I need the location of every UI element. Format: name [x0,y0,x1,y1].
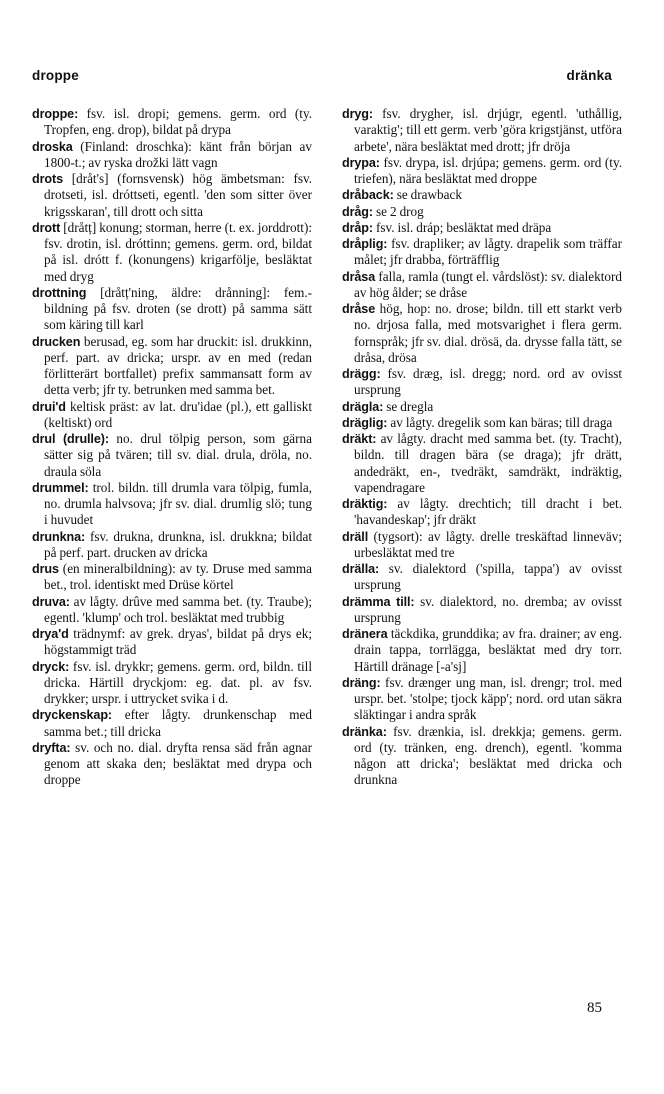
running-head-right: dränka [566,68,612,83]
entry-text: efter lågty. drunkenschap med samma bet.; till dricka [44,707,313,739]
entry-text: fsv. isl. dropi; gemens. germ. ord (ty. Tropfen, eng. drop), bildat på drypa [44,106,312,138]
running-head-left: droppe [32,68,79,83]
dictionary-entry [32,171,312,220]
entry-text: sv. dialektord ('spilla, tappa') av ovisst ursprung [354,561,622,593]
entry-text: av lågty. dregelik som kan bäras; till draga [390,414,613,430]
entry-text: fsv. drænger ung man, isl. drengr; trol. med urspr. bet. 'stolpe; tjock käpp'; nord. ord utan säkra släktingar i andra språk [354,674,622,723]
entry-headword: dräglig: [342,415,388,430]
entry-text: (en mineralbildning): av ty. Druse med samma bet., trol. identiskt med Drüse körtel [44,561,313,593]
dictionary-entry [32,398,312,432]
entry-headword: dränera [342,627,388,641]
entry-text: av lågty. drechtich; till dracht i bet. 'havandeskap'; jfr dräkt [354,496,623,528]
dictionary-entry [342,414,622,431]
dictionary-entry [32,479,313,529]
dictionary-entry [342,626,622,675]
entry-text: se drawback [396,187,462,203]
entry-headword: drummel: [32,480,89,495]
entry-text: keltisk präst: av lat. dru'idae (pl.), ett galliskt (keltiskt) ord [44,398,312,430]
dictionary-entry [342,431,622,496]
dictionary-entry [32,739,312,789]
entry-text: trol. bildn. till drumla vara tölpig, fumla, no. drumla halvsova; jfr sv. dial. drumlig slö; tung i huvudet [44,479,313,528]
dictionary-entry [342,106,622,155]
entry-headword: dräktig: [342,497,388,511]
entry-headword: dryg: [342,107,373,121]
entry-headword: droska [32,139,73,154]
entry-text: (Finland: droschka): känt från början av 1800-t.; av ryska drožki lätt vagn [44,138,313,170]
entry-headword: dryckenskap: [32,708,113,723]
dictionary-entry [342,674,622,724]
entry-headword: drucken [32,334,81,349]
entry-text: falla, ramla (tungt el. vårdslöst): sv. dialektord av hög ålder; se dråse [354,268,622,300]
entry-text: fsv. drypa, isl. drjúpa; gemens. germ. ord (ty. triefen), nära besläktat med droppe [354,154,622,186]
entry-headword: dräll [342,529,369,544]
entry-headword: drots [32,172,63,186]
entry-headword: druva: [32,594,70,609]
entry-headword: dryfta: [32,740,71,755]
entry-text: av lågty. dracht med samma bet. (ty. Tracht), bildn. till dragen bära (se draga); jfr drätt, andedräkt, en-, tvedräkt, samdräkt, indräktig, vapendragare [354,431,622,495]
dictionary-entry [342,154,622,188]
entry-headword: dråback: [342,188,394,203]
entry-text: fsv. drygher, isl. drjúgr, egentl. 'uthållig, varaktig'; till ett germ. verb 'göra krigstjänst, utföra arbete', nära besläktat med drott; jfr dröja [354,106,622,154]
entry-text: fsv. isl. drykkr; gemens. germ. ord, bildn. till dricka. Härtill dryckjom: eg. dat. pl. av fsv. drykker; urspr. i uttrycket svika i d. [44,658,312,706]
entry-text: berusad, eg. som har druckit: isl. drukkinn, perf. part. av dricka; urspr. av en med (redan förlitterärt bortfallet) prefix sammansatt form av detta verb; jfr ty. betrunken med samma bet. [44,333,312,398]
entry-text: fsv. drukna, drunkna, isl. drukkna; bildat på perf. part. drucken av dricka [44,528,313,560]
dictionary-entry [342,398,622,415]
dictionary-entry [342,366,622,399]
dictionary-entry [32,219,313,285]
dictionary-entry [342,528,623,562]
dictionary-entry [32,138,313,172]
entry-text: [dråt's] (fornsvensk) hög ämbetsman: fsv. drotseti, isl. dróttseti, egentl. 'den som sitter över krigsskaran', till drott och sitta [44,171,312,219]
dictionary-entry [32,561,313,594]
dictionary-entry [342,723,623,789]
entry-headword: drägg: [342,367,381,381]
entry-headword: drälla: [342,562,380,576]
entry-headword: drott [32,220,61,235]
entry-headword: drya'd [32,627,69,641]
entry-text: täckdika, grunddika; av fra. drainer; av eng. drain tappa, torrlägga, besläktat med dry torr. Härtill dränage [-a'sj] [354,626,622,674]
dictionary-entry [32,333,312,399]
dictionary-entry [32,593,312,627]
entry-headword: droppe: [32,107,79,121]
dictionary-entry [32,106,312,139]
page-number: 85 [587,1000,602,1016]
dictionary-entry [342,219,622,236]
entry-text: av lågty. drûve med samma bet. (ty. Traube); egentl. 'klump' och trol. besläktat med trubbig [44,593,312,625]
entry-text: fsv. isl. dráp; besläktat med dräpa [376,219,552,235]
entry-headword: drunkna: [32,529,86,544]
entry-headword: drypa: [342,155,380,170]
entry-headword: dräkt: [342,432,377,446]
entry-text: no. drul tölpig person, som gärna sätter sig på tvären; till sv. dial. drula, dröla, no. draula söla [44,431,312,479]
entry-headword: dråg: [342,204,373,219]
dictionary-entry [342,561,622,594]
dictionary-entry [342,593,622,627]
right-column [342,106,622,789]
dictionary-entry [342,301,623,366]
dictionary-entry [32,431,312,480]
entry-headword: dråplig: [342,237,388,251]
entry-headword: dråsa [342,269,376,284]
dictionary-entry [342,187,622,203]
entry-headword: dränka: [342,724,387,739]
dictionary-entry [32,528,313,562]
entry-text: (tygsort): av lågty. drelle treskäftad linneväv; urbesläktat med tre [354,528,623,560]
dictionary-entry [342,203,622,220]
entry-headword: drämma till: [342,594,415,609]
entry-headword: dråp: [342,220,373,235]
entry-headword: dryck: [32,659,70,674]
entry-text: sv. dialektord, no. dremba; av ovisst ursprung [354,593,622,625]
entry-headword: drottning [32,285,87,300]
entry-headword: drul (drulle): [32,432,109,446]
entry-text: sv. och no. dial. dryfta rensa säd från agnar genom att skaka den; besläktat med drypa och droppe [44,739,312,788]
dictionary-entry [342,268,622,302]
entry-text: se 2 drog [376,203,424,219]
dictionary-entry [342,496,623,529]
entry-headword: drägla: [342,399,384,414]
dictionary-entry [32,707,313,740]
entry-text: trädnymf: av grek. dryas', bildat på drys ek; högstammigt träd [44,626,312,658]
dictionary-entry [32,658,312,708]
entry-text: fsv. dræg, isl. dregg; nord. ord av ovisst ursprung [354,366,622,398]
dictionary-entry [32,626,312,659]
entry-headword: dräng: [342,675,381,690]
dictionary-entry [342,236,622,269]
entry-text: [dråtț] konung; storman, herre (t. ex. jorddrott): fsv. drotin, isl. dróttinn; gemens. germ. ord, bildat på isl. drótt f. (konungens) krigarfölje, besläktat med dryg [44,219,313,284]
entry-text: se dregla [386,398,434,414]
entry-headword: drus [32,562,59,576]
entry-text: [dråtț'ning, äldre: drånning]: fem.-bildning på fsv. droten (se drott) på samma sätt som käring till karl [44,284,313,333]
left-column [32,106,312,789]
entry-text: fsv. drænkia, isl. drekkja; gemens. germ. ord (ty. tränken, eng. drench), egentl. 'komma någon att dricka'; besläktat med dricka och drunkna [354,723,623,788]
entry-text: fsv. drapliker; av lågty. drapelik som träffar målet; jfr drabba, förträfflig [354,236,622,268]
entry-headword: dråse [342,302,376,316]
dictionary-entry [32,284,313,334]
entry-text: hög, hop: no. drose; bildn. till ett starkt verb no. drjosa falla, med motsvarighet i flera germ. fornspråk; jfr sv. dial. drösä, da. drysse falla tätt, se dråsa, drösa [354,301,623,365]
entry-headword: drui'd [32,399,66,414]
